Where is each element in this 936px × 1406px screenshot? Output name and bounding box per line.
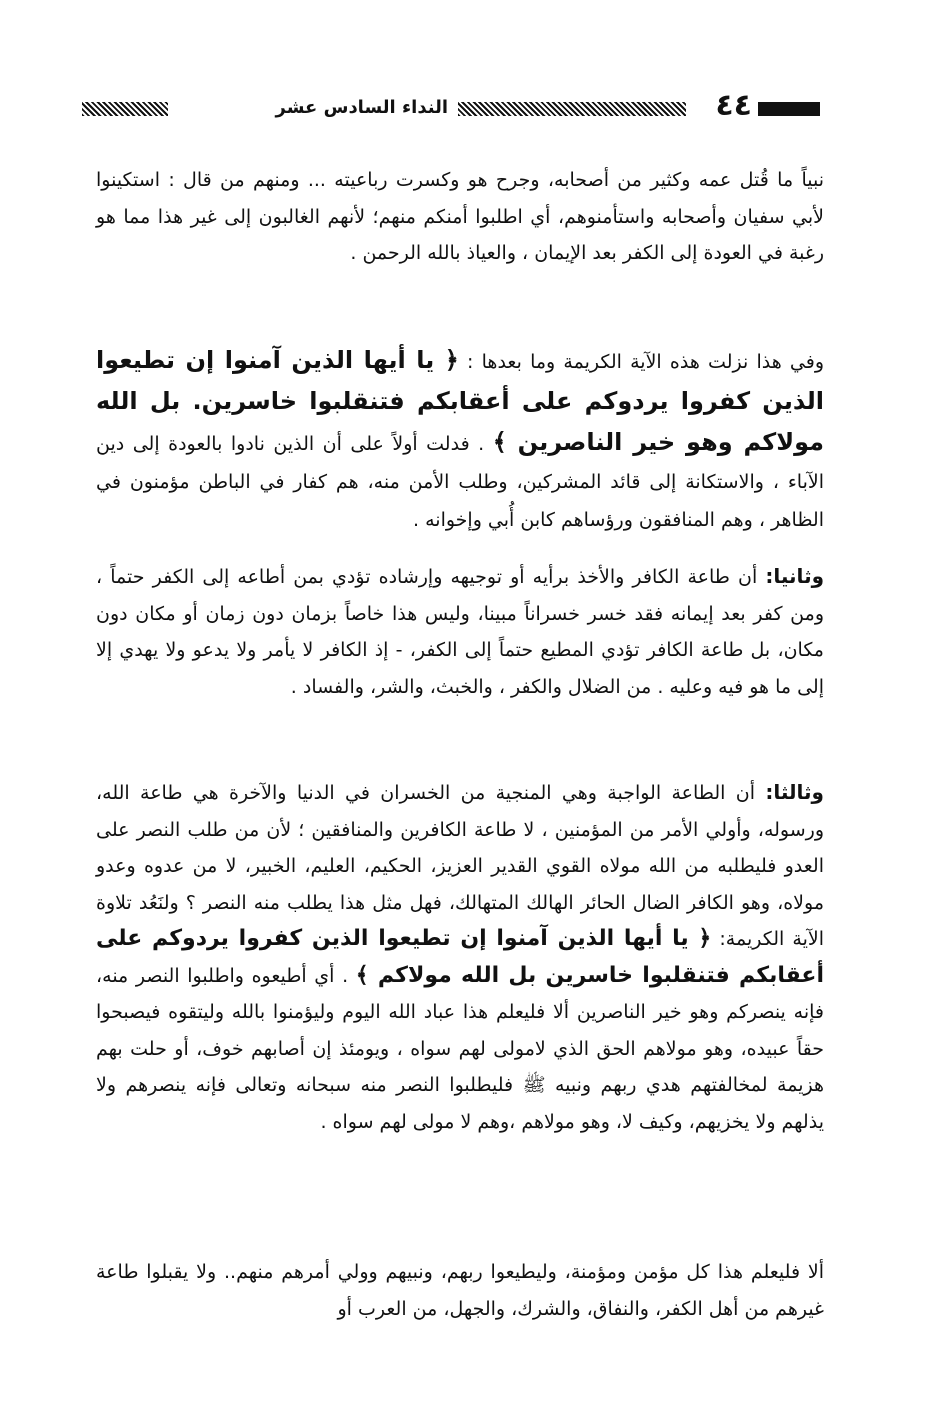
paragraph-1-text: نبياً ما قُتل عمه وكثير من أصحابه، وجرح هو وكسرت رباعيته ... ومنهم من قال : استكينوا لأبي سفيان وأصحابه واستأمنوهم، أي اطلبوا أمنكم منهم؛ لأنهم الغالبون إلى غير هذا مما هو رغبة في العودة إلى الكفر بعد الإيمان ، والعياذ بالله الرحمن . xyxy=(96,169,824,264)
page-header xyxy=(82,88,820,126)
paragraph-4-lead: وثالثا: xyxy=(765,780,824,804)
paragraph-4-text-a: أن الطاعة الواجبة وهي المنجية من الخسران في الدنيا والآخرة هي طاعة الله، ورسوله، وأولي الأمر من المؤمنين ، لا طاعة الكافرين والمنافقين ؛ لأن من طلب النصر على العدو فليطلبه من الله مولاه القوي القدير العزيز، الحكيم، العليم، الخبير، لا من عدوه وعدو مولاه، وهو الكافر الضال الحائر الهالك المتهالك، فهل مثل هذا يطلب منه النصر ؟ ولنَعُد تلاوة الآية الكريمة: xyxy=(96,782,824,950)
chapter-title: النداء السادس عشر xyxy=(275,97,448,118)
paragraph-2 xyxy=(96,340,824,539)
header-solid-bar xyxy=(758,102,820,116)
paragraph-1 xyxy=(96,162,824,272)
quran-verse: ﴿ يا أيها الذين آمنوا إن تطيعوا الذين كفروا يردوكم على أعقابكم فتنقلبوا خاسرين. بل الله مولاكم وهو خير الناصرين ﴾ xyxy=(96,346,825,456)
paragraph-2-intro: وفي هذا نزلت هذه الآية الكريمة وما بعدها : xyxy=(467,351,825,373)
paragraph-3 xyxy=(96,558,824,705)
paragraph-5-text: ألا فليعلم هذا كل مؤمن ومؤمنة، وليطيعوا ربهم، ونبيهم وولي أمرهم منهم.. ولا يقبلوا طاعة غيرهم من أهل الكفر، والنفاق، والشرك، والجهل، من العرب أو xyxy=(96,1261,824,1320)
paragraph-4 xyxy=(96,774,824,1140)
paragraph-3-lead: وثانيا: xyxy=(765,564,825,588)
paragraph-3-text: أن طاعة الكافر والأخذ برأيه أو توجيهه وإرشاده تؤدي بمن أطاعه إلى الكفر حتماً ، ومن كفر بعد إيمانه فقد خسر خسراناً مبينا، وليس هذا خاصاً بزمان دون زمان أو مكان دون مكان، بل طاعة الكافر تؤدي المطيع حتماً إلى الكفر، - إذ الكافر لا يأمر ولا يدعو ولا يهدي إلا إلى ما هو فيه وعليه . من الضلال والكفر ، والخبث، والشر، والفساد . xyxy=(96,566,824,698)
header-hatched-bar xyxy=(458,102,686,116)
paragraph-2-rest: . فدلت أولاً على أن الذين نادوا بالعودة إلى دين الآباء ، والاستكانة إلى قائد المشركين، وطلب الأمن منه، هم كفار في الباطن مؤمنون في الظاهر ، وهم المنافقون ورؤساهم كابن أُبي وإخوانه . xyxy=(96,433,824,531)
paragraph-4-text-b: . أي أطيعوه واطلبوا النصر منه، فإنه ينصركم وهو خير الناصرين ألا فليعلم هذا عباد الله اليوم وليؤمنوا بالله وليتقوه فيصبحوا حقاً عبيده، وهو مولاهم الحق الذي لامولى لهم سواه ، ويومئذ إن أصابهم خوف، أو حلت بهم هزيمة لمخالفتهم هدي ربهم ونبيه ﷺ فليطلبوا النصر منه سبحانه وتعالى فإنه ينصرهم ولا يذلهم ولا يخزيهم، وكيف لا، وهو مولاهم ،وهم لا مولى لهم سواه . xyxy=(96,964,824,1133)
quran-verse-repeat: ﴿ يا أيها الذين آمنوا إن تطيعوا الذين كفروا يردوكم على أعقابكم فتنقلبوا خاسرين بل الله مولاكم ﴾ xyxy=(96,926,824,988)
paragraph-5 xyxy=(96,1254,824,1327)
header-hatched-bar-left xyxy=(82,102,168,116)
page-number: ٤٤ xyxy=(715,88,752,123)
